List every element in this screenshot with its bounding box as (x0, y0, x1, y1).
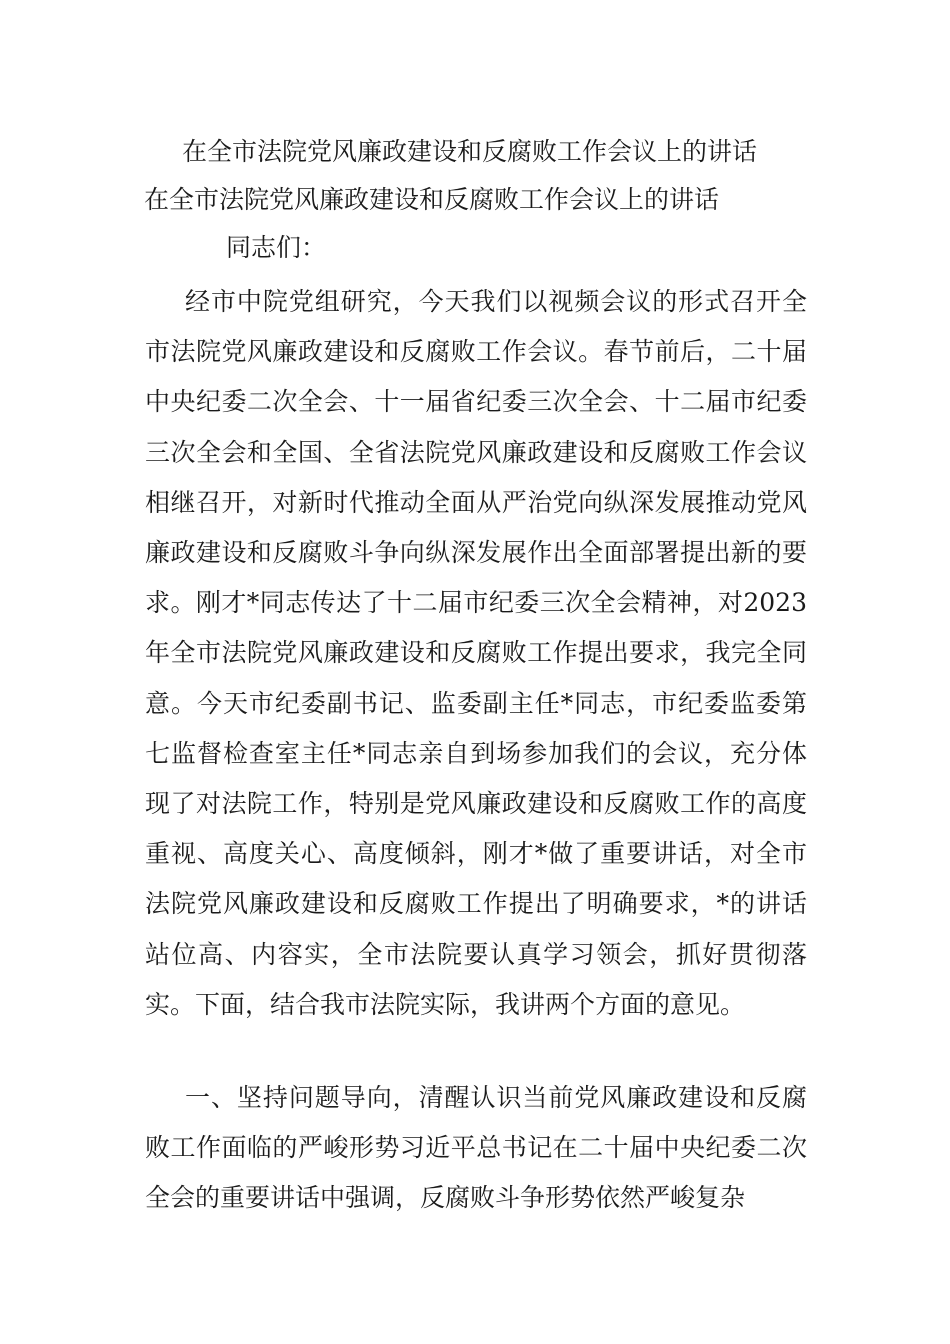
paragraph-opening: 经市中院党组研究，今天我们以视频会议的形式召开全市法院党风廉政建设和反腐败工作会议。春节前后，二十届中央纪委二次全会、十一届省纪委三次全会、十二届市纪委三次全会和全国、全省法院党风廉政建设和反腐败工作会议相继召开，对新时代推动全面从严治党向纵深发展推动党风廉政建设和反腐败斗争向纵深发展作出全面部署提出新的要求。刚才*同志传达了十二届市纪委三次全会精神，对2023年全市法院党风廉政建设和反腐败工作提出要求，我完全同意。今天市纪委副书记、监委副主任*同志，市纪委监委第七监督检查室主任*同志亲自到场参加我们的会议，充分体现了对法院工作，特别是党风廉政建设和反腐败工作的高度重视、高度关心、高度倾斜，刚才*做了重要讲话，对全市法院党风廉政建设和反腐败工作提出了明确要求，*的讲话站位高、内容实，全市法院要认真学习领会，抓好贯彻落实。下面，结合我市法院实际，我讲两个方面的意见。 (145, 287, 807, 1019)
document-title: 在全市法院党风廉政建设和反腐败工作会议上的讲话 (182, 137, 758, 166)
greeting: 同志们： (226, 233, 327, 262)
document-subtitle: 在全市法院党风廉政建设和反腐败工作会议上的讲话 (144, 185, 720, 214)
paragraph-section-one: 一、坚持问题导向，清醒认识当前党风廉政建设和反腐败工作面临的严峻形势习近平总书记在二十届中央纪委二次全会的重要讲话中强调，反腐败斗争形势依然严峻复杂 (145, 1083, 807, 1213)
